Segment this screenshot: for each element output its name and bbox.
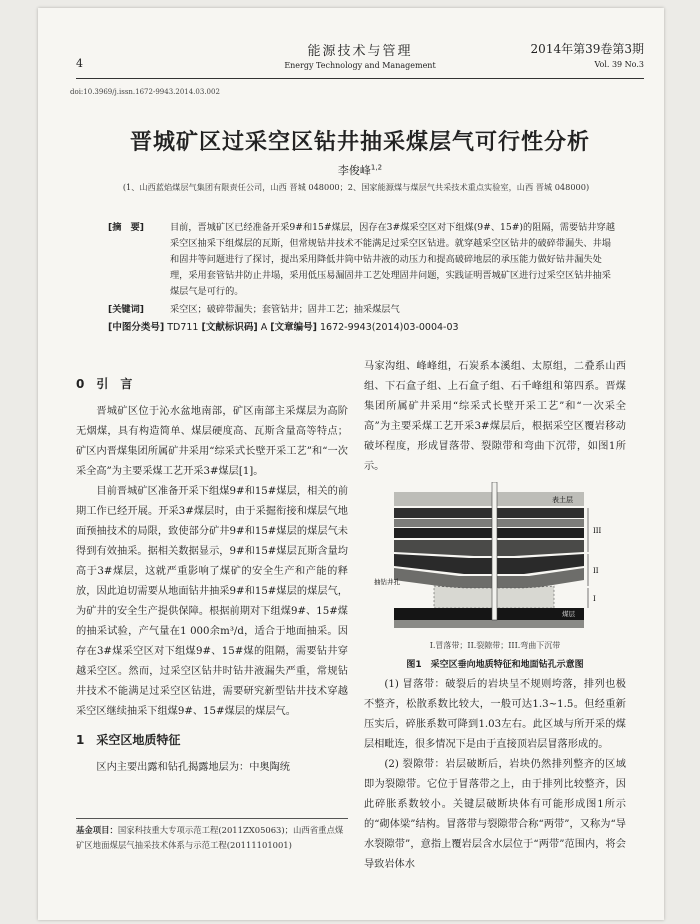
zone-I-label: I — [593, 595, 596, 603]
header-rule — [76, 78, 644, 79]
journal-header — [260, 40, 460, 70]
figure-caption: 图1 采空区垂向地质特征和地面钻孔示意图 — [406, 660, 584, 670]
issue-en: Vol. 39 No.3 — [594, 60, 644, 69]
author-sup: 1,2 — [370, 163, 383, 172]
caving-zone-paragraph: (1) 冒落带：破裂后的岩块呈不规则垮落，排列也极不整齐，松散系数比较大，一般可达1.3~1.5。但经重新压实后，碎胀系数可降到1.03左右。此区域与所开采的煤层相毗连，很多情况下是由于直接顶岩层冒落形成的。 — [364, 679, 626, 750]
issue-info — [531, 40, 644, 69]
keywords-label: [关键词] — [108, 304, 144, 315]
geology-paragraph-continued: 马家沟组、峰峰组，石炭系本溪组、太原组，二叠系山西组、下石盒子组、上石盒子组、石千峰组和第四系。晋煤集团所属矿井采用“综采式长壁开采工艺”和“一次采全高”为主要采煤工艺开采3#煤层后，根据采空区覆岩移动破坏程度，形成冒落带、裂隙带和弯曲下沉带，如图1所示。 — [364, 361, 626, 472]
abstract-label: [摘 要] — [108, 222, 144, 233]
rock-layer-2 — [394, 519, 584, 527]
coal-seam — [394, 608, 584, 620]
rock-layer-3 — [394, 528, 584, 538]
floor-layer — [394, 620, 584, 628]
zone-III-label: III — [593, 527, 602, 535]
borehole — [492, 482, 497, 620]
page-number: 4 — [76, 57, 83, 70]
fracture-zone-paragraph: (2) 裂隙带：岩层破断后，岩块仍然排列整齐的区域即为裂隙带。它位于冒落带之上，由于排列比较整齐，因此碎胀系数较小。关键层破断块体有可能形成图1所示的“砌体梁”结构。冒落带与裂隙带合称“两带”，又称为“导水裂隙带”，意指上覆岩层含水层位于“两带”范围内，将会导致岩体水 — [364, 759, 626, 870]
paper-title: 晋城矿区过采空区钻井抽采煤层气可行性分析 — [129, 130, 590, 155]
surface-label: 表土层 — [552, 496, 573, 504]
classification-line — [108, 320, 620, 336]
article-no-value: 1672-9943(2014)03-0004-03 — [319, 322, 459, 333]
funding-label: 基金项目： — [76, 825, 118, 835]
geology-paragraph-1: 区内主要出露和钻孔揭露地层为：中奥陶统 — [96, 762, 290, 773]
abstract-text: 目前，晋城矿区已经准备开采9#和15#煤层，因存在3#煤采空区对下组煤(9#、15#)的阻隔，需要钻井穿越采空区抽采下组煤层的瓦斯，但常规钻井技术不能满足过采空区钻进。就穿越采空区钻井的破碎带漏失、井塌和固井等问题进行了探讨，提出采用降低井筒中钻井液的动压力和提高破碎地层的承压能力做好钻井漏失处理，采用套管钻井防止井塌，采用低压易漏固井工艺处理固井问题，实践证明晋城矿区进行过采空区钻井抽采煤层气是可行的。 — [170, 222, 615, 297]
funding-text: 国家科技重大专项示范工程(2011ZX05063)；山西省重点煤矿区地面煤层气抽采技术体系与示范工程(20111101001) — [76, 825, 344, 850]
borehole-label: 抽钻井孔 — [374, 578, 400, 586]
abstract-block — [108, 220, 620, 336]
coal-label: 煤层 — [562, 610, 575, 618]
right-column-top — [364, 357, 626, 477]
keywords-text: 采空区；破碎带漏失；套管钻井；固井工艺；抽采煤层气 — [170, 304, 400, 315]
author-name: 李俊峰 — [337, 164, 371, 177]
geology-heading: 1 采空区地质特征 — [76, 733, 181, 747]
funding-note — [76, 818, 348, 853]
right-column-bottom — [364, 675, 626, 875]
doc-code-value: A — [260, 322, 268, 333]
issue-zh: 2014年第39卷第3期 — [530, 42, 644, 56]
intro-paragraph-2: 目前晋城矿区准备开采下组煤9#和15#煤层，相关的前期工作已经开展。开采3#煤层时，由于采掘衔接和煤层气地面预抽技术的局限，致使部分矿井9#和15#煤层的煤层气未得到有效抽采。据相关数据显示，9#和15#煤层瓦斯含量均高于3#煤层，这就严重影响了煤矿的安全生产和产能的释放，因此迫切需要从地面钻井抽采9#和15#煤层的煤层气，为矿井的安全生产提供保障。根据前期对下组煤9#、15#煤的抽采试验，产气量在1 000余m³/d，适合于地面抽采。因存在3#煤采空区对下组煤9#、15#煤的阻隔，需要钻井穿越采空区。然而，过采空区钻井时钻井液漏失严重，常规钻井技术不能满足过采空区钻进，需要研究新型钻井技术穿越采空区继续抽采下组煤9#、15#煤层的煤层气。 — [76, 486, 348, 717]
doc-code-label: [文献标识码] — [201, 322, 258, 333]
affiliation: (1、山西蓝焰煤层气集团有限责任公司，山西 晋城 048000；2、国家能源煤与煤层气共采技术重点实验室，山西 晋城 048000) — [122, 182, 590, 192]
zone-II-label: II — [593, 567, 599, 575]
figure-legend: I.冒落带；II.裂隙带；III.弯曲下沉带 — [429, 641, 561, 650]
intro-paragraph-1: 晋城矿区位于沁水盆地南部，矿区南部主采煤层为高阶无烟煤，具有构造简单、煤层硬度高、瓦斯含量高等特点；矿区内晋煤集团所属矿井采用“综采式长壁开采工艺”和“一次采全高”为主要采煤工艺开采3#煤层[1]。 — [76, 406, 348, 477]
doi: doi:10.3969/j.issn.1672-9943.2014.03.002 — [70, 88, 220, 96]
author — [70, 162, 650, 178]
left-column — [76, 374, 348, 778]
class-label: [中图分类号] — [108, 322, 165, 333]
figure-1-diagram — [374, 482, 614, 632]
journal-title-en: Energy Technology and Management — [284, 61, 436, 70]
journal-title-zh: 能源技术与管理 — [307, 44, 413, 59]
rock-layer-1 — [394, 508, 584, 518]
class-value: TD711 — [167, 322, 199, 333]
article-no-label: [文章编号] — [270, 322, 317, 333]
intro-heading: 0 引 言 — [76, 377, 133, 391]
